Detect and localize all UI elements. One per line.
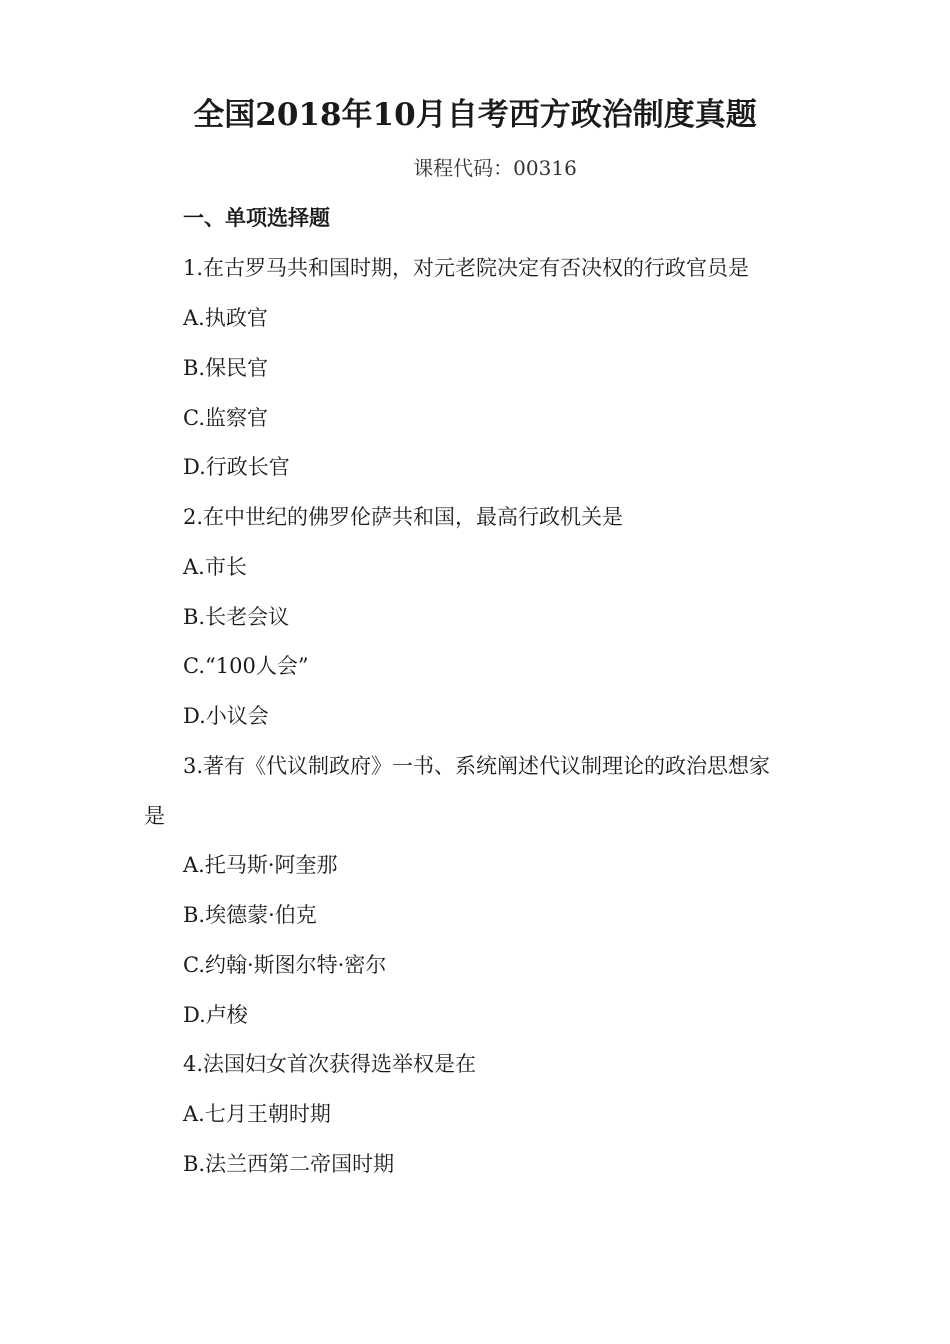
section-heading: 一、单项选择题	[183, 205, 330, 230]
option-c: C.约翰·斯图尔特·密尔	[183, 953, 387, 977]
option-d: D.小议会	[183, 704, 269, 728]
course-code: 课程代码：00316	[413, 156, 577, 180]
option-c: C.“100人会”	[183, 654, 309, 678]
question-stem: 1.在古罗马共和国时期，对元老院决定有否决权的行政官员是	[183, 256, 750, 280]
option-a: A.市长	[183, 555, 247, 579]
option-a: A.托马斯·阿奎那	[183, 853, 338, 877]
option-a: A.执政官	[183, 306, 268, 330]
option-d: D.卢梭	[183, 1003, 248, 1027]
question-stem-continued: 是	[144, 804, 165, 828]
option-b: B.法兰西第二帝国时期	[183, 1152, 395, 1176]
option-b: B.保民官	[183, 356, 269, 380]
option-a: A.七月王朝时期	[183, 1102, 331, 1126]
question-stem: 4.法国妇女首次获得选举权是在	[183, 1052, 477, 1076]
option-c: C.监察官	[183, 406, 268, 430]
document-title: 全国2018年10月自考西方政治制度真题	[193, 97, 757, 133]
question-stem: 3.著有《代议制政府》一书、系统阐述代议制理论的政治思想家	[183, 754, 771, 778]
option-b: B.埃德蒙·伯克	[183, 903, 317, 927]
question-stem: 2.在中世纪的佛罗伦萨共和国，最高行政机关是	[183, 505, 624, 529]
option-d: D.行政长官	[183, 455, 290, 479]
option-b: B.长老会议	[183, 605, 290, 629]
